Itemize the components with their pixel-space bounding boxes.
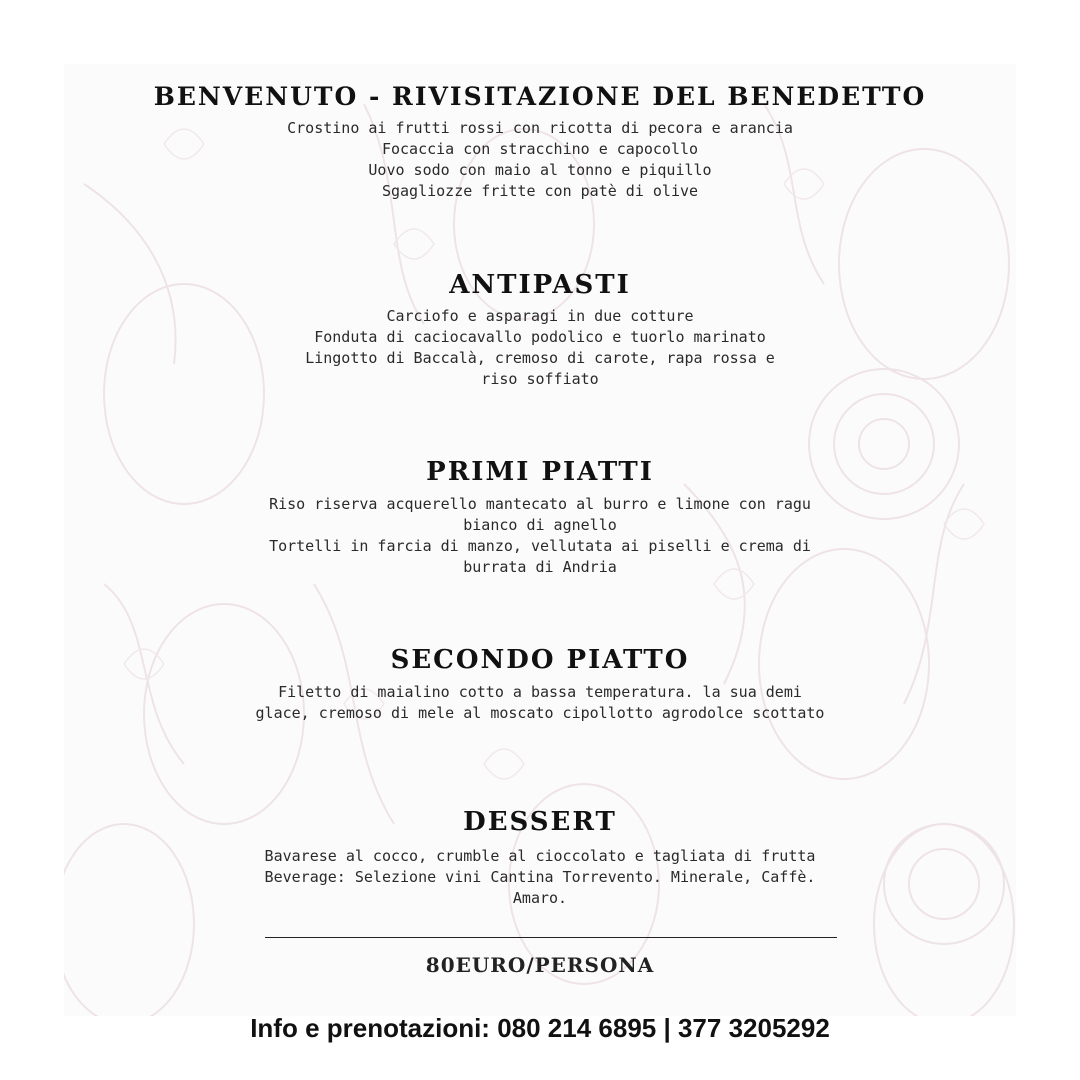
section-items-primi-piatti [215, 494, 865, 578]
contact-info: Info e prenotazioni: 080 214 6895 | 377 3205292 [250, 1013, 830, 1043]
menu-item: Sgagliozze fritte con patè di olive [381, 182, 699, 200]
section-items-dessert [200, 846, 880, 909]
menu-item: Filetto di maialino cotto a bassa temperatura. la sua demi [278, 683, 802, 701]
section-items-antipasti [215, 306, 865, 390]
section-items-secondo-piatto [200, 682, 880, 724]
menu-item: Carciofo e asparagi in due cotture [386, 307, 694, 325]
menu-item: Fonduta di caciocavallo podolico e tuorlo marinato [314, 328, 766, 346]
menu-item: burrata di Andria [463, 558, 617, 576]
menu-item: Bavarese al cocco, crumble al cioccolato e tagliata di frutta [264, 847, 816, 865]
menu-item: Riso riserva acquerello mantecato al burro e limone con ragu [269, 495, 811, 513]
menu-item: riso soffiato [481, 370, 599, 388]
menu-item: bianco di agnello [463, 516, 617, 534]
section-title-benvenuto: BENVENUTO - RIVISITAZIONE DEL BENEDETTO [153, 82, 927, 111]
menu-item: Beverage: Selezione vini Cantina Torrevento. Minerale, Caffè. [264, 868, 816, 886]
menu-item: glace, cremoso di mele al moscato cipollotto agrodolce scottato [255, 704, 825, 722]
menu-item: Lingotto di Baccalà, cremoso di carote, rapa rossa e [305, 349, 775, 367]
section-title-dessert: DESSERT [463, 807, 617, 837]
section-title-secondo-piatto: SECONDO PIATTO [390, 645, 690, 675]
divider [265, 937, 837, 938]
section-title-antipasti: ANTIPASTI [449, 270, 631, 300]
menu-item: Crostino ai frutti rossi con ricotta di pecora e arancia [287, 119, 793, 137]
price-per-person: 80EURO/PERSONA [425, 953, 655, 977]
menu-item: Tortelli in farcia di manzo, vellutata ai piselli e crema di [269, 537, 811, 555]
menu-item: Uovo sodo con maio al tonno e piquillo [368, 161, 712, 179]
menu-item: Focaccia con stracchino e capocollo [381, 140, 699, 158]
section-items-benvenuto [215, 118, 865, 202]
menu-item: Amaro. [512, 889, 568, 907]
section-title-primi-piatti: PRIMI PIATTI [426, 457, 654, 487]
